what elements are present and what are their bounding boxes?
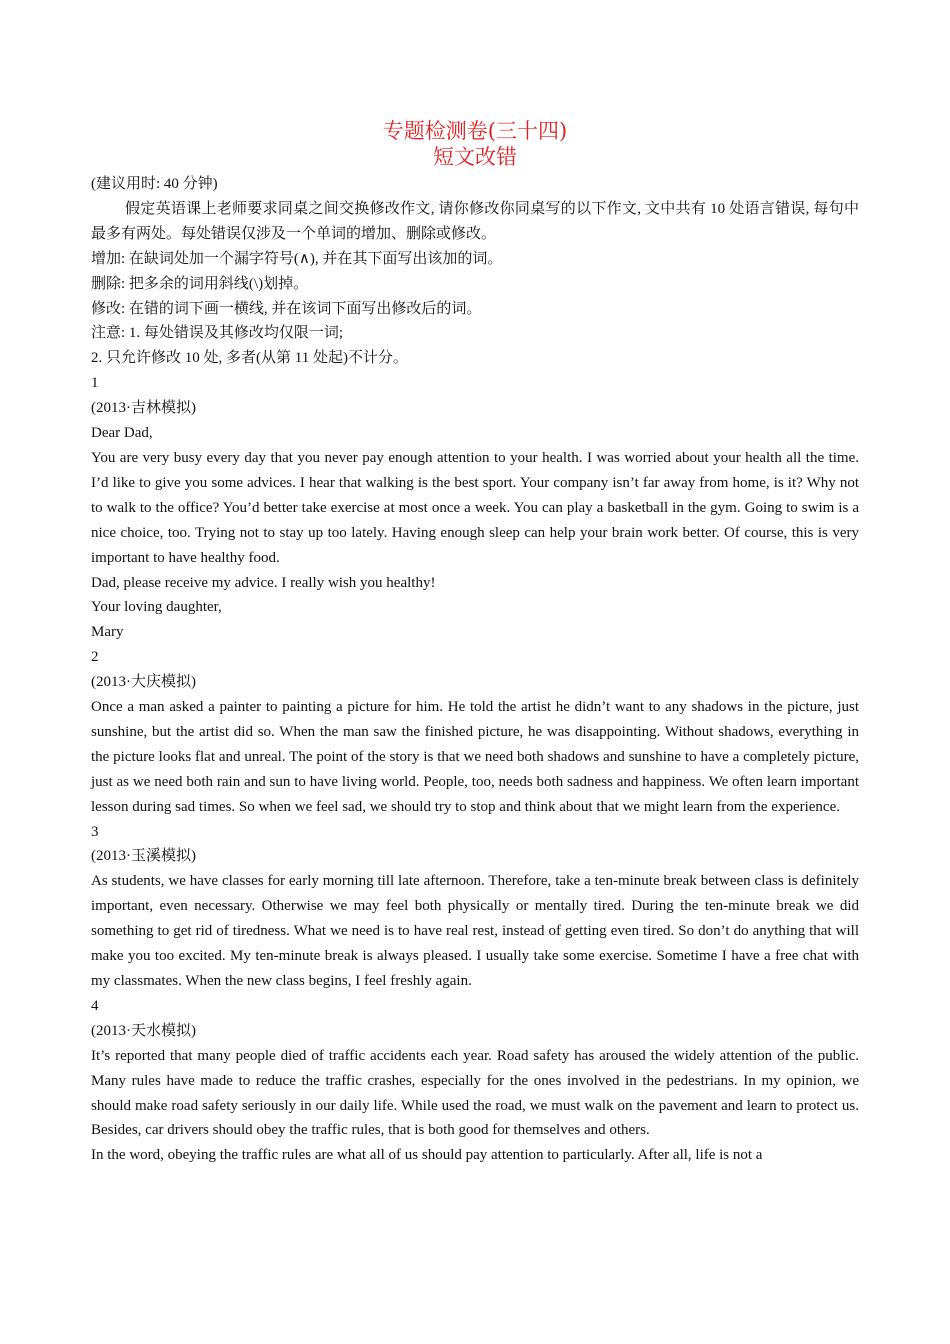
document-page	[91, 118, 859, 1168]
passage-source: (2013·天水模拟)	[91, 1022, 196, 1039]
letter-greeting: Dear Dad,	[91, 425, 153, 442]
passage-source: (2013·吉林模拟)	[91, 400, 196, 417]
instruction-delete: 删除: 把多余的词用斜线(\)划掉。	[91, 275, 309, 292]
passage-number: 1	[91, 375, 99, 392]
instruction-note-1: 注意: 1. 每处错误及其修改均仅限一词;	[91, 325, 344, 342]
page-subtitle: 短文改错	[433, 145, 517, 169]
passage-number: 2	[91, 649, 99, 666]
passage-body: As students, we have classes for early morning till late afternoon. Therefore, take a ten-minute break between class is definitely important, even necessary. Otherwise we may feel both physically or mentally tired. During the ten-minute break we did something to get rid of tiredness. What we need is to have real rest, instead of getting even tired. So don’t do anything that will make you too excited. My ten-minute break is always pleased. I usually take some exercise. Sometime I have a free chat with my classmates. When the new class begins, I feel freshly again.	[91, 873, 859, 989]
passage-number: 3	[91, 823, 99, 840]
passage-source: (2013·玉溪模拟)	[91, 848, 196, 865]
passage-number: 4	[91, 997, 99, 1014]
passage-body-continued: In the word, obeying the traffic rules are what all of us should pay attention to particularly. After all, life is not a	[91, 1147, 763, 1164]
instruction-modify: 修改: 在错的词下画一横线, 并在该词下面写出修改后的词。	[91, 300, 482, 317]
passage-body: It’s reported that many people died of traffic accidents each year. Road safety has aroused the widely attention of the public. Many rules have made to reduce the traffic crashes, especially for the ones involved in the pedestrians. In my opinion, we should make road safety seriously in our daily life. While used the road, we must walk on the pavement and learn to protect us. Besides, car drivers should obey the traffic rules, that is both good for themselves and others.	[91, 1047, 859, 1139]
passage-body: Once a man asked a painter to painting a picture for him. He told the artist he didn’t want to any shadows in the picture, just sunshine, but the artist did so. When the man saw the finished picture, he was disappointing. Without shadows, everything in the picture looks flat and unreal. The point of the story is that we need both shadows and sunshine to have a completely picture, just as we need both rain and sun to have living world. People, too, needs both sadness and happiness. We often learn important lesson during sad times. So when we feel sad, we should try to stop and think about that we might learn from the experience.	[91, 699, 859, 815]
passage-body: You are very busy every day that you never pay enough attention to your health. I was worried about your health all the time. I’d like to give you some advices. I hear that walking is the best sport. Your company isn’t far away from home, is it? Why not to walk to the office? You’d better take exercise at most once a week. You can play a basketball in the gym. Going to swim is a nice choice, too. Trying not to stay up too lately. Having enough sleep can help your brain work better. Of course, this is very important to have healthy food.	[91, 449, 859, 566]
instruction-note-2: 2. 只允许修改 10 处, 多者(从第 11 处起)不计分。	[91, 350, 408, 367]
letter-signoff: Your loving daughter,	[91, 599, 222, 616]
letter-signature: Mary	[91, 624, 124, 641]
instructions-intro: 假定英语课上老师要求同桌之间交换修改作文, 请你修改你同桌写的以下作文, 文中共有 10 处语言错误, 每句中最多有两处。每处错误仅涉及一个单词的增加、删除或修改。	[91, 200, 859, 242]
letter-closing: Dad, please receive my advice. I really wish you healthy!	[91, 574, 436, 591]
instruction-add: 增加: 在缺词处加一个漏字符号(∧), 并在其下面写出该加的词。	[91, 250, 503, 267]
passage-source: (2013·大庆模拟)	[91, 674, 196, 691]
time-suggestion: (建议用时: 40 分钟)	[91, 176, 218, 192]
page-title: 专题检测卷(三十四)	[382, 119, 568, 143]
